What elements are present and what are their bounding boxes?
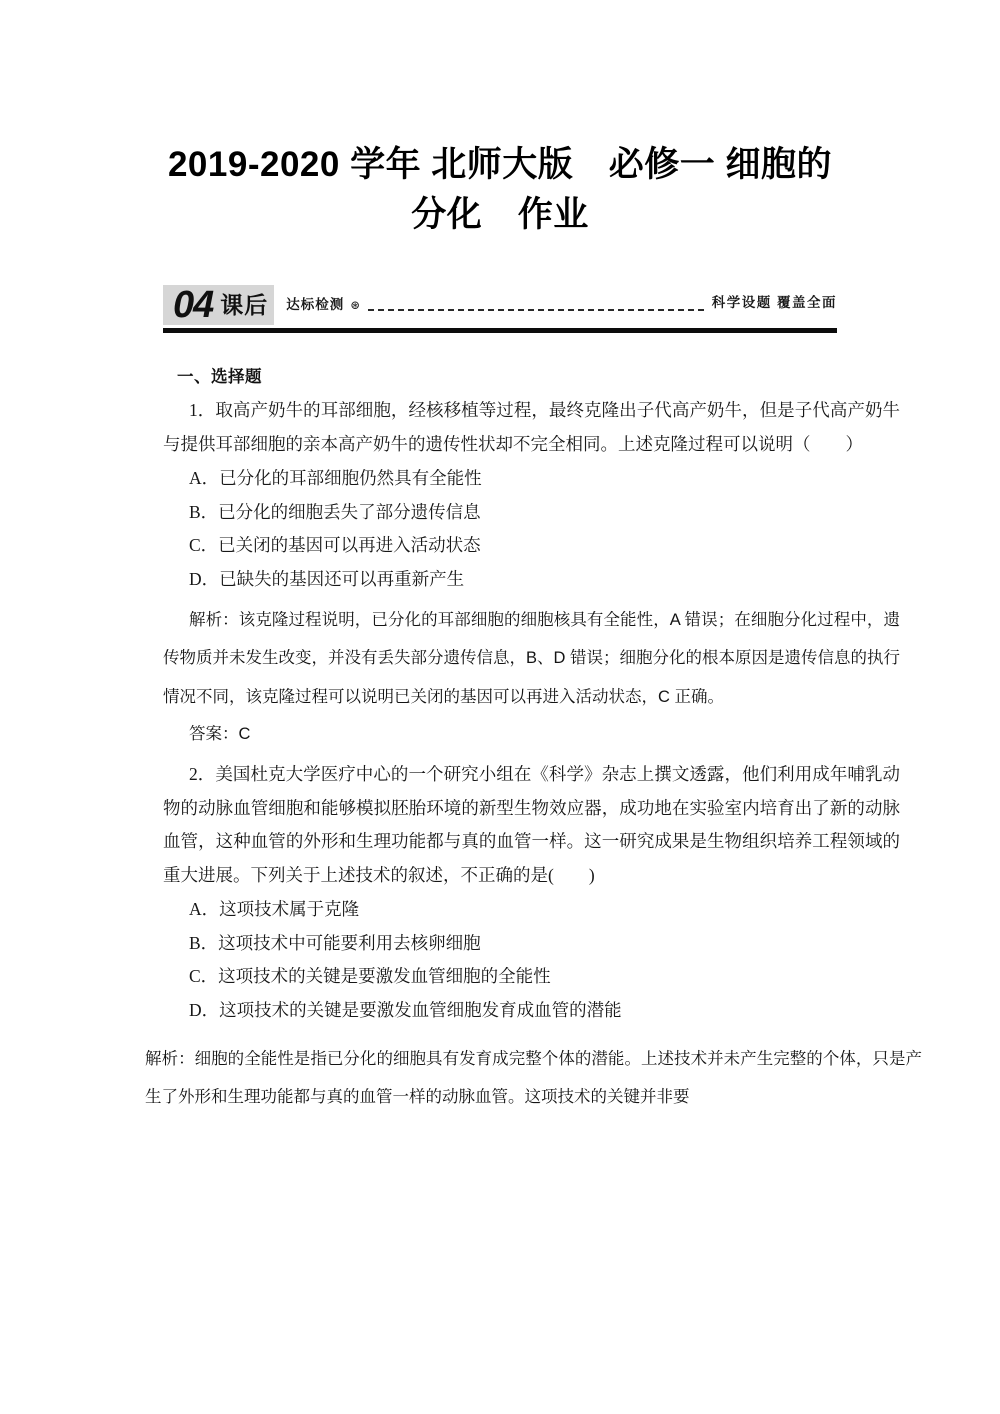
question-option: A．已分化的耳部细胞仍然具有全能性 — [189, 467, 482, 488]
question-stem: 2．美国杜克大学医疗中心的一个研究小组在《科学》杂志上撰文透露，他们利用成年哺乳动物的动脉血管细胞和能够模拟胚胎环境的新型生物效应器，成功地在实验室内培育出了新的动脉血管，这种血管的外形和生理功能都与真的血管一样。这一研究成果是生物组织培养工程领域的重大进展。下列关于上述技术的叙述，不正确的是( ) — [163, 763, 900, 886]
question-option: A．这项技术属于克隆 — [189, 898, 360, 919]
question-option: B．这项技术中可能要利用去核卵细胞 — [189, 932, 481, 953]
section-number-badge — [163, 285, 274, 325]
question-option: B．已分化的细胞丢失了部分遗传信息 — [189, 501, 481, 522]
content-body — [0, 363, 1000, 1116]
section-heading-choice: 一、选择题 — [177, 368, 262, 387]
banner-rule — [163, 328, 837, 333]
question-option: C．已关闭的基因可以再进入活动状态 — [189, 535, 481, 556]
circled-arrow-icon: ⊛ — [350, 298, 361, 313]
section-label: 课后 — [220, 292, 269, 319]
section-subtitle: 达标检测 — [286, 297, 345, 313]
page-title — [0, 0, 1000, 239]
page-title-line-2: 分化 作业 — [411, 194, 589, 234]
question-option: D．这项技术的关键是要激发血管细胞发育成血管的潜能 — [189, 1000, 622, 1021]
question-analysis: 解析：细胞的全能性是指已分化的细胞具有发育成完整个体的潜能。上述技术并未产生完整的个体，只是产生了外形和生理功能都与真的血管一样的动脉血管。这项技术的关键并非要 — [145, 1049, 922, 1107]
banner-dashed-divider — [368, 309, 703, 312]
section-number: 04 — [173, 284, 214, 327]
section-banner — [163, 281, 837, 333]
page-title-line-1: 2019-2020 学年 北师大版 必修一 细胞的 — [167, 145, 833, 184]
section-banner-inner — [163, 281, 837, 325]
section-tagline: 科学设题 覆盖全面 — [711, 295, 837, 311]
question-answer: 答案：C — [189, 724, 251, 743]
question-option: D．已缺失的基因还可以再重新产生 — [189, 569, 465, 590]
question-stem: 1．取高产奶牛的耳部细胞，经核移植等过程，最终克隆出子代高产奶牛，但是子代高产奶牛与提供耳部细胞的亲本高产奶牛的遗传性状却不完全相同。上述克隆过程可以说明（ ） — [163, 400, 900, 455]
question-option: C．这项技术的关键是要激发血管细胞的全能性 — [189, 966, 551, 987]
question-analysis: 解析：该克隆过程说明，已分化的耳部细胞的细胞核具有全能性，A 错误；在细胞分化过程中，遗传物质并未发生改变，并没有丢失部分遗传信息，B、D 错误；细胞分化的根本原因是遗传信息的执行情况不同，该克隆过程可以说明已关闭的基因可以再进入活动状态，C 正确。 — [163, 610, 901, 706]
